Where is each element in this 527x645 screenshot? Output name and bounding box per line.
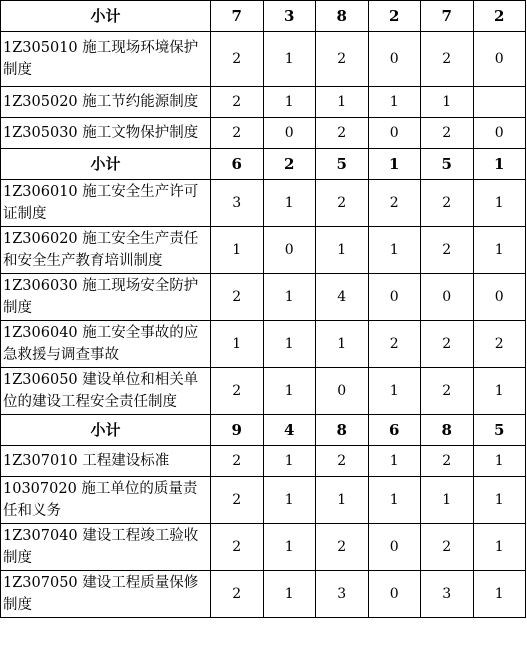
- item-name-cell: 1Z307050 建设工程质量保修制度: [1, 571, 211, 618]
- value-cell: 2: [211, 368, 264, 415]
- value-cell: 0: [368, 32, 421, 87]
- value-cell: 6: [211, 149, 264, 180]
- value-cell: 1: [473, 149, 526, 180]
- value-cell: 5: [473, 415, 526, 446]
- value-cell: 2: [368, 1, 421, 32]
- value-cell: 3: [263, 1, 316, 32]
- value-cell: 2: [421, 227, 474, 274]
- subtotal-label: 小计: [1, 149, 211, 180]
- subtotal-row: [1, 415, 526, 446]
- value-cell: 1: [368, 368, 421, 415]
- value-cell: 0: [473, 274, 526, 321]
- value-cell: 1: [368, 149, 421, 180]
- value-cell: 1: [263, 524, 316, 571]
- value-cell: 1: [316, 477, 369, 524]
- value-cell: 0: [473, 118, 526, 149]
- value-cell: 1: [368, 87, 421, 118]
- value-cell: 3: [211, 180, 264, 227]
- value-cell: 5: [316, 149, 369, 180]
- item-name-cell: 1Z305020 施工节约能源制度: [1, 87, 211, 118]
- subtotal-row: [1, 149, 526, 180]
- value-cell: 0: [421, 274, 474, 321]
- value-cell: 1: [263, 368, 316, 415]
- value-cell: 2: [421, 446, 474, 477]
- value-cell: 2: [211, 477, 264, 524]
- value-cell: 2: [421, 524, 474, 571]
- value-cell: 0: [316, 368, 369, 415]
- value-cell: 0: [473, 32, 526, 87]
- value-cell: 8: [316, 1, 369, 32]
- value-cell: 0: [368, 571, 421, 618]
- subtotal-label: 小计: [1, 415, 211, 446]
- value-cell: 1: [263, 571, 316, 618]
- value-cell: 1: [263, 180, 316, 227]
- table-row: [1, 118, 526, 149]
- value-cell: 2: [211, 87, 264, 118]
- value-cell: 2: [368, 321, 421, 368]
- item-name-cell: 1Z306020 施工安全生产责任和安全生产教育培训制度: [1, 227, 211, 274]
- value-cell: 2: [211, 446, 264, 477]
- value-cell: 1: [473, 180, 526, 227]
- value-cell: 2: [421, 321, 474, 368]
- value-cell: 2: [421, 368, 474, 415]
- value-cell: 1: [211, 321, 264, 368]
- item-name-cell: 1Z306040 施工安全事故的应急救援与调查事故: [1, 321, 211, 368]
- value-cell: 0: [263, 227, 316, 274]
- value-cell: 2: [316, 32, 369, 87]
- value-cell: 1: [263, 477, 316, 524]
- value-cell: 2: [211, 571, 264, 618]
- value-cell: 1: [263, 446, 316, 477]
- item-name-cell: 1Z307040 建设工程竣工验收制度: [1, 524, 211, 571]
- value-cell: 1: [263, 32, 316, 87]
- table-row: [1, 446, 526, 477]
- value-cell: 2: [473, 1, 526, 32]
- table-row: [1, 32, 526, 87]
- value-cell: 7: [211, 1, 264, 32]
- value-cell: 1: [263, 87, 316, 118]
- item-name-cell: 1Z306050 建设单位和相关单位的建设工程安全责任制度: [1, 368, 211, 415]
- value-cell: 2: [316, 118, 369, 149]
- value-cell: 1: [473, 227, 526, 274]
- value-cell: 7: [421, 1, 474, 32]
- value-cell: 1: [368, 446, 421, 477]
- value-cell: 8: [421, 415, 474, 446]
- value-cell: 0: [368, 524, 421, 571]
- value-cell: 1: [421, 87, 474, 118]
- table-row: [1, 321, 526, 368]
- item-name-cell: 1Z305010 施工现场环境保护制度: [1, 32, 211, 87]
- value-cell: 2: [211, 118, 264, 149]
- value-cell: 1: [263, 274, 316, 321]
- value-cell: 6: [368, 415, 421, 446]
- value-cell: 2: [421, 118, 474, 149]
- item-name-cell: 1Z307010 工程建设标准: [1, 446, 211, 477]
- value-cell: [473, 87, 526, 118]
- subtotal-row: [1, 1, 526, 32]
- table-row: [1, 87, 526, 118]
- table-row: [1, 274, 526, 321]
- value-cell: 2: [263, 149, 316, 180]
- value-cell: 2: [421, 32, 474, 87]
- value-cell: 2: [211, 32, 264, 87]
- value-cell: 3: [421, 571, 474, 618]
- value-cell: 1: [368, 477, 421, 524]
- value-cell: 1: [263, 321, 316, 368]
- value-cell: 8: [316, 415, 369, 446]
- value-cell: 2: [368, 180, 421, 227]
- value-cell: 4: [263, 415, 316, 446]
- value-cell: 1: [473, 368, 526, 415]
- value-cell: 3: [316, 571, 369, 618]
- value-cell: 1: [421, 477, 474, 524]
- value-cell: 1: [316, 227, 369, 274]
- table-row: [1, 368, 526, 415]
- value-cell: 1: [473, 571, 526, 618]
- subtotal-label: 小计: [1, 1, 211, 32]
- value-cell: 1: [316, 87, 369, 118]
- value-cell: 0: [368, 118, 421, 149]
- value-cell: 1: [211, 227, 264, 274]
- item-name-cell: 1Z305030 施工文物保护制度: [1, 118, 211, 149]
- value-cell: 2: [211, 524, 264, 571]
- value-cell: 2: [211, 274, 264, 321]
- value-cell: 1: [316, 321, 369, 368]
- value-cell: 2: [316, 446, 369, 477]
- table-row: [1, 571, 526, 618]
- value-cell: 2: [421, 180, 474, 227]
- table-row: [1, 227, 526, 274]
- table-row: [1, 477, 526, 524]
- value-cell: 0: [263, 118, 316, 149]
- value-cell: 1: [473, 477, 526, 524]
- score-table-body: [1, 1, 526, 618]
- value-cell: 4: [316, 274, 369, 321]
- item-name-cell: 10307020 施工单位的质量责任和义务: [1, 477, 211, 524]
- value-cell: 9: [211, 415, 264, 446]
- value-cell: 2: [316, 524, 369, 571]
- table-row: [1, 180, 526, 227]
- table-row: [1, 524, 526, 571]
- item-name-cell: 1Z306030 施工现场安全防护制度: [1, 274, 211, 321]
- value-cell: 5: [421, 149, 474, 180]
- value-cell: 1: [473, 524, 526, 571]
- value-cell: 2: [473, 321, 526, 368]
- value-cell: 0: [368, 274, 421, 321]
- value-cell: 2: [316, 180, 369, 227]
- value-cell: 1: [473, 446, 526, 477]
- value-cell: 1: [368, 227, 421, 274]
- item-name-cell: 1Z306010 施工安全生产许可证制度: [1, 180, 211, 227]
